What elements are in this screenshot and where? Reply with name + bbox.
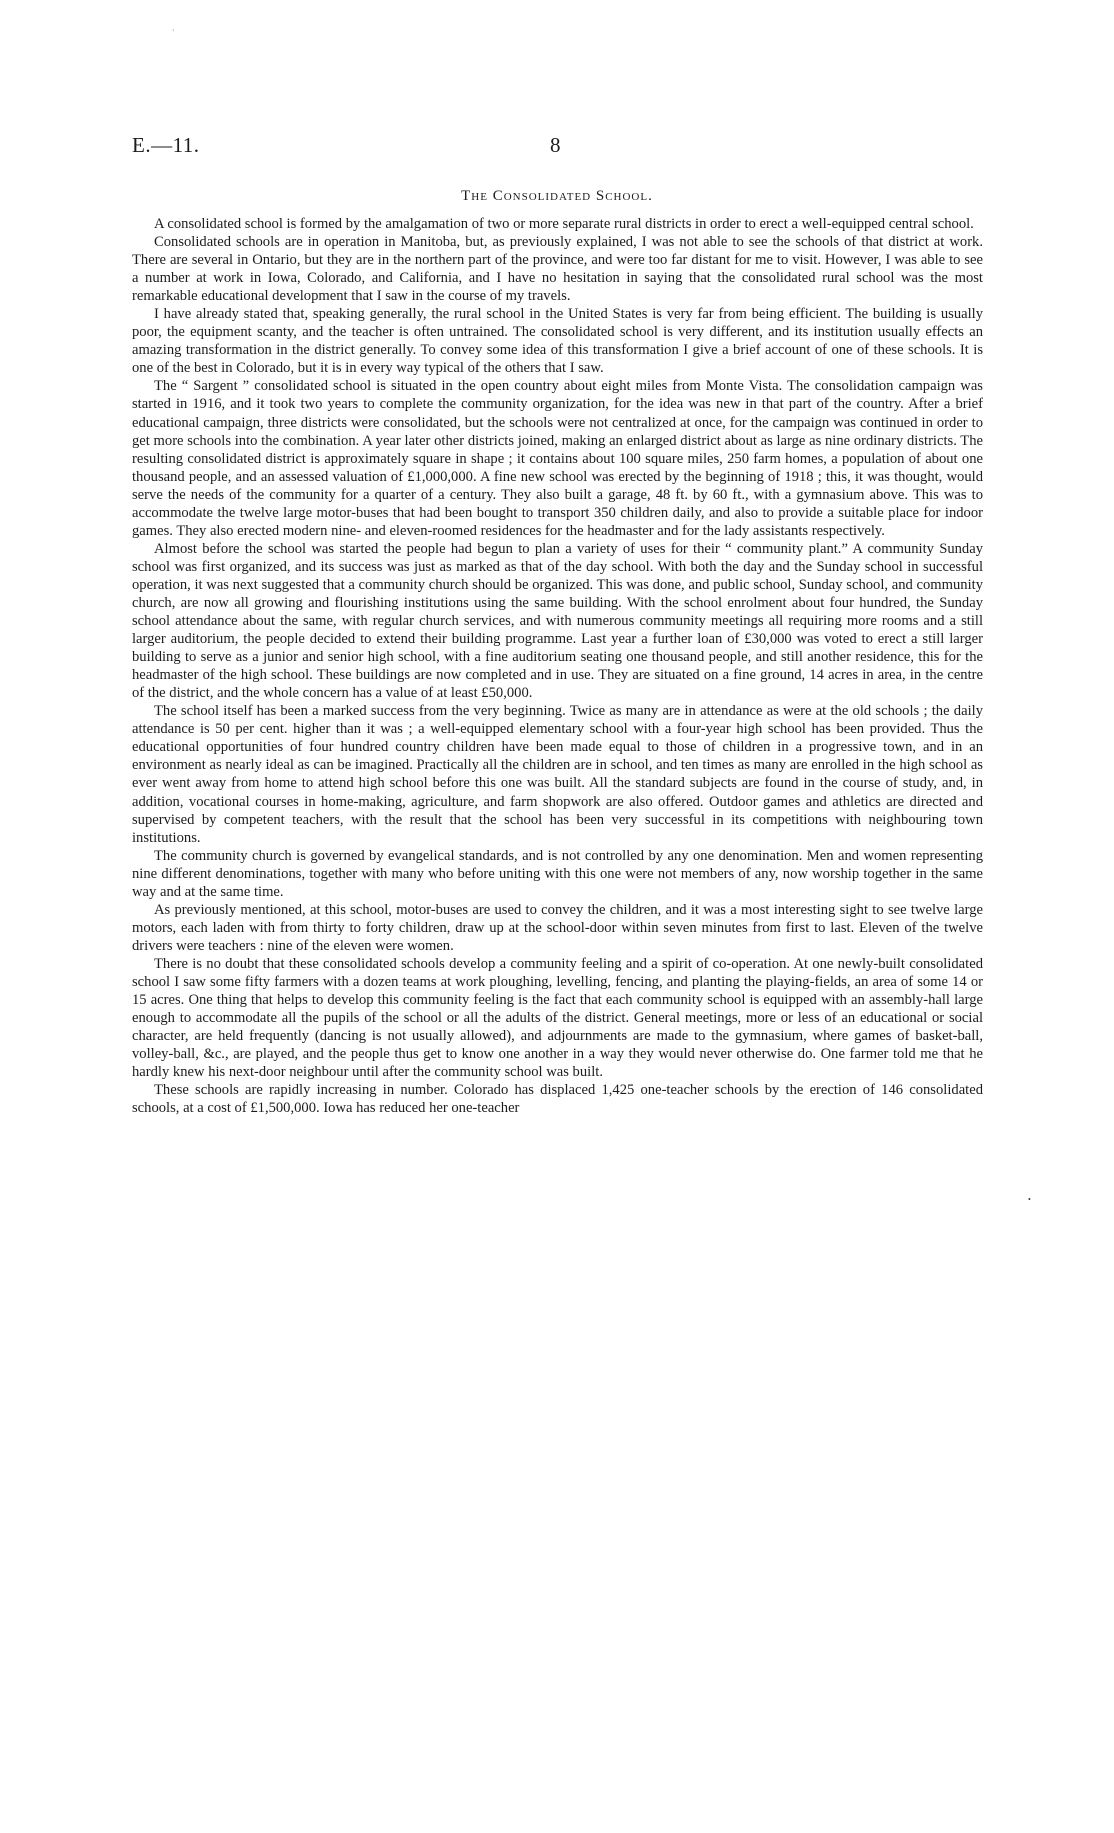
page-number: 8 [550, 133, 561, 157]
paragraph: The “ Sargent ” consolidated school is situated in the open country about eight miles from Monte Vista. The consolidation campaign was started in 1916, and it took two years to complete the community organization, for the idea was new in that part of the country. After a brief educational campaign, three districts were consolidated, but the schools were not centralized at once, for the campaign was continued in order to get more schools into the combination. A year later other districts joined, making an enlarged district about as large as nine ordinary districts. The resulting consolidated district is approximately square in shape ; it contains about 100 square miles, 250 farm homes, a population of about one thousand people, and an assessed valuation of £1,000,000. A fine new school was erected by the beginning of 1918 ; this, it was thought, would serve the needs of the community for a quarter of a century. They also built a garage, 48 ft. by 60 ft., with a gymnasium above. This was to accommodate the twelve large motor-buses that had been bought to transport 350 children daily, and also to provide a suitable place for indoor games. They also erected modern nine- and eleven-roomed residences for the headmaster and for the lady assistants respectively. [132, 378, 983, 539]
section-title: The Consolidated School. [461, 188, 653, 204]
paragraph: A consolidated school is formed by the amalgamation of two or more separate rural districts in order to erect a well-equipped central school. [154, 216, 974, 232]
paragraph: These schools are rapidly increasing in number. Colorado has displaced 1,425 one-teacher schools by the erection of 146 consolidated schools, at a cost of £1,500,000. Iowa has reduced her one-teacher [132, 1082, 983, 1117]
document-code: E.—11. [132, 133, 200, 157]
page-header [132, 133, 982, 163]
paragraph: Almost before the school was started the people had begun to plan a variety of uses for their “ community plant.” A community Sunday school was first organized, and its success was just as marked as that of the day school. With both the day and the Sunday school in successful operation, it was next suggested that a community church should be organized. This was done, and public school, Sunday school, and community church, are now all growing and flourishing institutions using the same building. With the school enrolment about four hundred, the Sunday school attendance about the same, with regular church services, and with numerous community meetings all requiring more rooms and a still larger auditorium, the people decided to extend their building programme. Last year a further loan of £30,000 was voted to erect a still larger building to serve as a junior and senior high school, with a fine auditorium seating one thousand people, and still another residence, this for the headmaster of the high school. These buildings are now completed and in use. They are situated on a fine ground, 14 acres in area, in the centre of the district, and the whole concern has a value of at least £50,000. [132, 540, 983, 702]
body-text [132, 215, 983, 1117]
paragraph: There is no doubt that these consolidated schools develop a community feeling and a spirit of co-operation. At one newly-built consolidated school I saw some fifty farmers with a dozen teams at work ploughing, levelling, fencing, and planting the playing-fields, an area of some 14 or 15 acres. One thing that helps to develop this community feeling is the fact that each community school is equipped with an assembly-hall large enough to accommodate all the pupils of the school or all the adults of the district. General meetings, more or less of an educational or social character, are held frequently (dancing is not usually allowed), and adjournments are made to the gymnasium, where games of basket-ball, volley-ball, &c., are played, and the people thus get to know one another in a way they would never otherwise do. One farmer told me that he hardly knew his next-door neighbour until after the community school was built. [132, 955, 983, 1081]
paragraph: The school itself has been a marked success from the very beginning. Twice as many are in attendance as were at the old schools ; the daily attendance is 50 per cent. higher than it was ; a well-equipped elementary school with a four-year high school has been provided. Thus the educational opportunities of four hundred country children have been made equal to those of children in a progressive town, and in an environment as nearly ideal as can be imagined. Practically all the children are in school, and ten times as many are enrolled in the high school as ever went away from home to attend high school before this one was built. All the standard subjects are found in the course of study, and, in addition, vocational courses in home-making, agriculture, and farm shopwork are also offered. Outdoor games and athletics are directed and supervised by competent teachers, with the result that the school has been very successful in its competitions with neighbouring town institutions. [132, 703, 983, 846]
scan-speck-right: • [1028, 1195, 1031, 1204]
paragraph: The community church is governed by evangelical standards, and is not controlled by any one denomination. Men and women representing nine different denominations, together with many who before uniting with this one were not members of any, now worship together in the same way and at the same time. [132, 847, 983, 900]
paragraph: I have already stated that, speaking generally, the rural school in the United States is very far from being efficient. The building is usually poor, the equipment scanty, and the teacher is often untrained. The consolidated school is very different, and its institution usually effects an amazing transformation in the district generally. To convey some idea of this transformation I give a brief account of one of these schools. It is one of the best in Colorado, but it is in every way typical of the others that I saw. [132, 306, 983, 377]
scan-speck: · [172, 26, 175, 35]
paragraph: Consolidated schools are in operation in Manitoba, but, as previously explained, I was not able to see the schools of that district at work. There are several in Ontario, but they are in the northern part of the province, and were too far distant for me to visit. However, I was able to see a number at work in Iowa, Colorado, and California, and I have no hesitation in saying that the consolidated rural school was the most remarkable educational development that I saw in the course of my travels. [132, 234, 983, 305]
paragraph: As previously mentioned, at this school, motor-buses are used to convey the children, and it was a most interesting sight to see twelve large motors, each laden with from thirty to forty children, draw up at the school-door within seven minutes from first to last. Eleven of the twelve drivers were teachers : nine of the eleven were women. [132, 901, 983, 954]
